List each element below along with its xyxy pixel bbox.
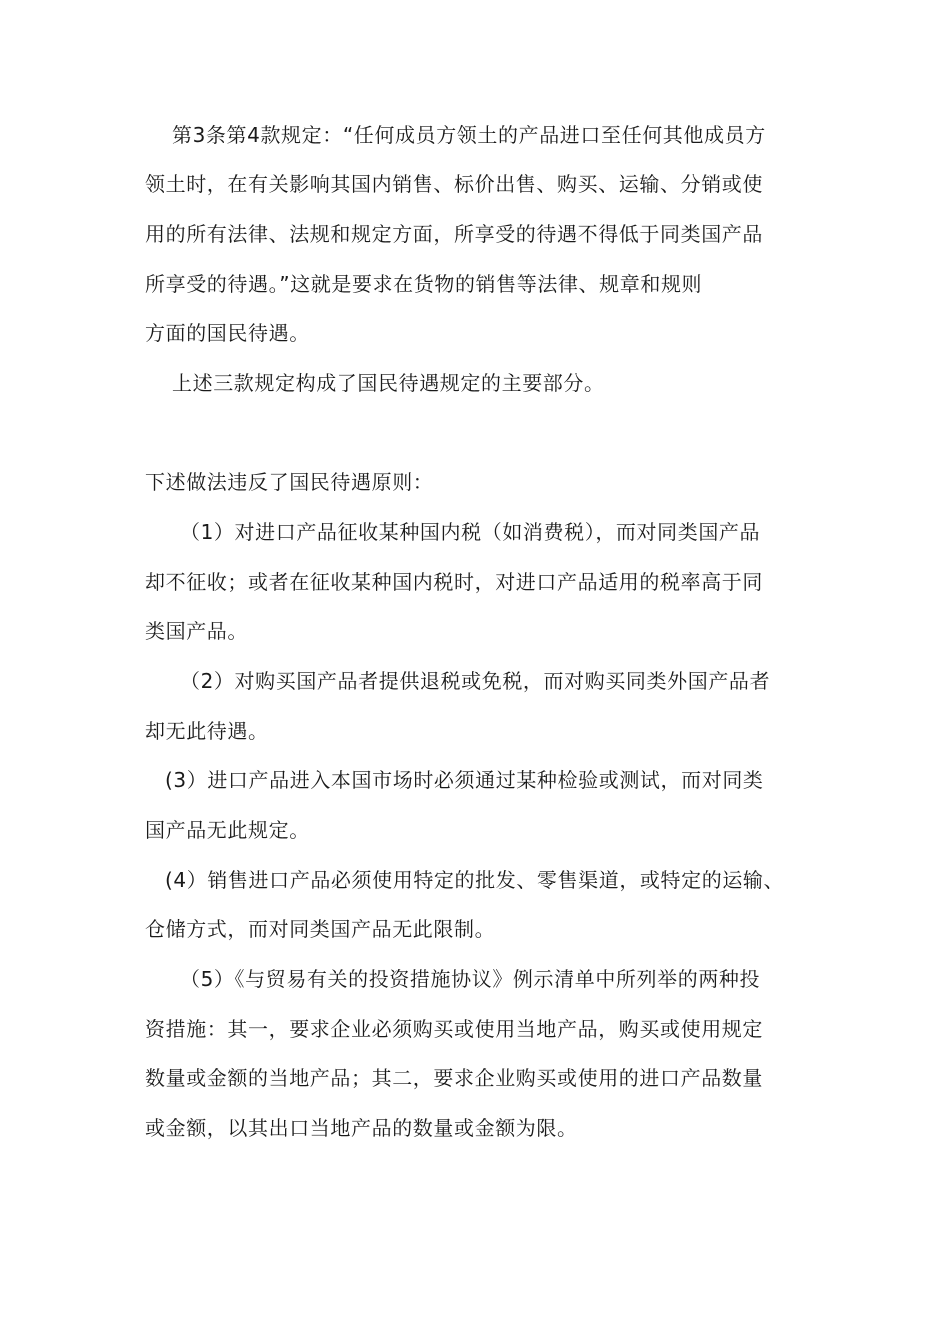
text-line: 却不征收；或者在征收某种国内税时，对进口产品适用的税率高于同 xyxy=(145,570,763,594)
text-line: （5）《与贸易有关的投资措施协议》例示清单中所列举的两种投 xyxy=(180,967,761,991)
text-line: 国产品无此规定。 xyxy=(145,818,310,842)
text-line: 第3条第4款规定：“任何成员方领土的产品进口至任何其他成员方 xyxy=(172,123,766,147)
text-line: 用的所有法律、法规和规定方面，所享受的待遇不得低于同类国产品 xyxy=(145,222,763,246)
text-line: （1）对进口产品征收某种国内税（如消费税），而对同类国产品 xyxy=(180,520,761,544)
text-line: 领土时，在有关影响其国内销售、标价出售、购买、运输、分销或使 xyxy=(145,172,763,196)
text-line: 类国产品。 xyxy=(145,619,248,643)
text-line: 资措施：其一，要求企业必须购买或使用当地产品，购买或使用规定 xyxy=(145,1017,763,1041)
text-line: 或金额，以其出口当地产品的数量或金额为限。 xyxy=(145,1116,578,1140)
text-line: 仓储方式，而对同类国产品无此限制。 xyxy=(145,917,496,941)
text-line: 数量或金额的当地产品；其二，要求企业购买或使用的进口产品数量 xyxy=(145,1066,763,1090)
text-line: 方面的国民待遇。 xyxy=(145,321,310,345)
text-line: 下述做法违反了国民待遇原则： xyxy=(145,470,434,494)
text-line: 上述三款规定构成了国民待遇规定的主要部分。 xyxy=(172,371,605,395)
text-line: （2）对购买国产品者提供退税或免税，而对购买同类外国产品者 xyxy=(180,669,771,693)
text-line: (4）销售进口产品必须使用特定的批发、零售渠道，或特定的运输、 xyxy=(165,868,785,892)
text-line: 却无此待遇。 xyxy=(145,719,269,743)
text-line: 所享受的待遇。”这就是要求在货物的销售等法律、规章和规则 xyxy=(145,272,703,296)
text-line: (3）进口产品进入本国市场时必须通过某种检验或测试，而对同类 xyxy=(165,768,764,792)
